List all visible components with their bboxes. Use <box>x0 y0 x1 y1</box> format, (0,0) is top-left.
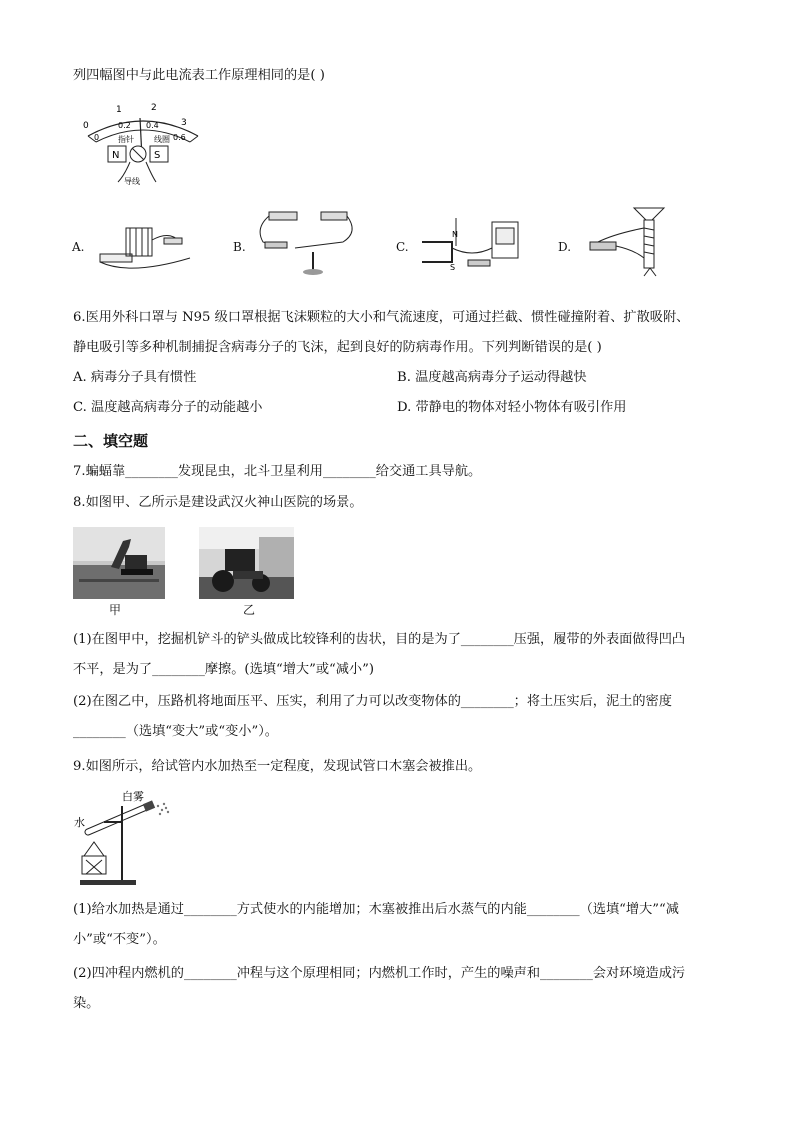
top-tick-2: 2 <box>151 103 157 113</box>
bottom-tick-2: 0.4 <box>146 121 159 130</box>
magnet-n-label: N <box>112 150 120 161</box>
q8-part2-line2: ________（选填“变大”或“变小”）。 <box>73 724 278 739</box>
coil-label: 线圈 <box>154 135 170 144</box>
bottom-tick-0: 0 <box>94 133 100 142</box>
q8-part1-line2: 不平，是为了________摩擦。(选填“增大”或“减小”) <box>73 662 375 677</box>
bottom-tick-3: 0.6 <box>173 133 186 142</box>
pointer-label: 指针 <box>118 135 134 144</box>
water-label: 水 <box>74 816 85 829</box>
top-tick-0: 0 <box>83 121 89 131</box>
test-tube-figure <box>74 786 174 888</box>
q8-stem: 8.如图甲、乙所示是建设武汉火神山医院的场景。 <box>73 495 363 510</box>
q6-stem-line2: 静电吸引等多种机制捕捉含病毒分子的飞沫，起到良好的防病毒作用。下列判断错误的是( ) <box>73 340 602 355</box>
q5-stem: 列四幅图中与此电流表工作原理相同的是( ) <box>73 68 325 83</box>
q9-part1-line2: 小”或“不变”）。 <box>73 932 166 947</box>
option-c-n: N <box>452 230 458 239</box>
q8-part2-line1: (2)在图乙中，压路机将地面压平、压实，利用了力可以改变物体的________；将土压实后，泥土的密度 <box>73 694 672 709</box>
q6-option-d[interactable]: D. 带静电的物体对轻小物体有吸引作用 <box>397 400 627 415</box>
option-d-letter: D. <box>558 240 572 254</box>
photo-jia <box>73 527 165 599</box>
bottom-tick-1: 0.2 <box>118 121 131 130</box>
option-a-figure[interactable] <box>90 220 200 276</box>
section-title: 二、填空题 <box>73 432 149 450</box>
q9-stem: 9.如图所示，给试管内水加热至一定程度，发现试管口木塞会被推出。 <box>73 759 482 774</box>
option-c-figure[interactable] <box>412 212 527 278</box>
q6-stem-line1: 6.医用外科口罩与 N95 级口罩根据飞沫颗粒的大小和气流速度，可通过拦截、惯性碰撞附着、扩散吸附、 <box>73 310 690 325</box>
ammeter-figure <box>78 96 208 188</box>
option-c-s: S <box>450 263 456 272</box>
top-tick-1: 1 <box>116 105 122 115</box>
q6-option-a[interactable]: A. 病毒分子具有惯性 <box>73 370 197 385</box>
option-b-figure[interactable] <box>255 208 360 280</box>
option-c-letter: C. <box>396 240 409 254</box>
q7-text: 7.蝙蝠靠________发现昆虫，北斗卫星利用________给交通工具导航。 <box>73 464 482 479</box>
q8-part1-line1: (1)在图甲中，挖掘机铲斗的铲头做成比较锋利的齿状，目的是为了________压强，履带的外表面做得凹凸 <box>73 632 686 647</box>
top-tick-3: 3 <box>181 118 187 128</box>
fog-label: 白雾 <box>122 790 144 803</box>
photo-yi <box>199 527 294 599</box>
q9-part2-line2: 染。 <box>73 996 100 1011</box>
option-b-letter: B. <box>233 240 246 254</box>
q6-option-b[interactable]: B. 温度越高病毒分子运动得越快 <box>397 370 587 385</box>
option-d-figure[interactable] <box>584 204 674 280</box>
option-a-letter: A. <box>72 240 85 254</box>
photo-jia-label: 甲 <box>109 603 122 617</box>
q9-part1-line1: (1)给水加热是通过________方式使水的内能增加；木塞被推出后水蒸气的内能________（选填“增大”“减 <box>73 902 679 917</box>
q9-part2-line1: (2)四冲程内燃机的________冲程与这个原理相同；内燃机工作时，产生的噪声和________会对环境造成污 <box>73 966 686 981</box>
wire-label: 导线 <box>124 177 140 186</box>
photo-yi-label: 乙 <box>243 603 256 617</box>
magnet-s-label: S <box>154 150 161 161</box>
q6-option-c[interactable]: C. 温度越高病毒分子的动能越小 <box>73 400 263 415</box>
